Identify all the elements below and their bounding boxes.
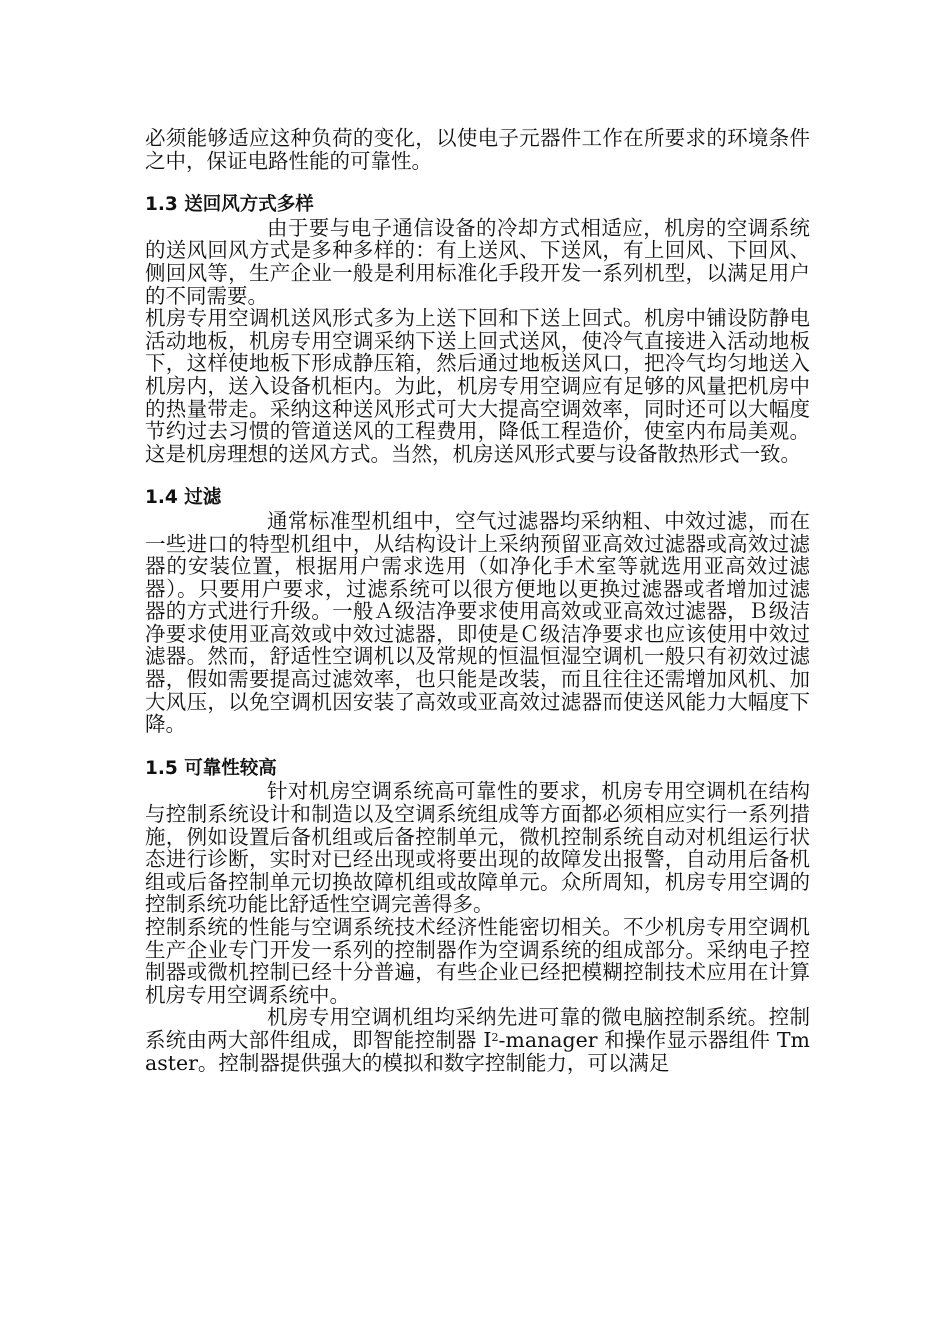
paragraph-3-text-start: 机房专用空调机组均采纳先进可靠的微电脑控制系统。控制系统由两大部件组成，即智能控制器 I — [145, 1005, 810, 1052]
document-body — [145, 127, 810, 1074]
section-gap — [145, 736, 810, 758]
paragraph-3-text-end: -manager 和操作显示器组件 Tmaster。控制器提供强大的模拟和数字控制能力，可以满足 — [145, 1027, 810, 1075]
section-1-4-paragraph-1: 通常标准型机组中，空气过滤器均采纳粗、中效过滤，而在一些进口的特型机组中，从结构设计上采纳预留亚高效过滤器或高效过滤器的安装位置，根据用户需求选用（如净化手术室等就选用亚高效过滤器）。只要用户要求，过滤系统可以很方便地以更换过滤器或者增加过滤器的方式进行升级。一般Ａ级洁净要求使用高效或亚高效过滤器，Ｂ级洁净要求使用亚高效或中效过滤器，即使是Ｃ级洁净要求也应该使用中效过滤器。然而，舒适性空调机以及常规的恒温恒湿空调机一般只有初效过滤器，假如需要提高过滤效率，也只能是改装，而且往往还需增加风机、加大风压，以免空调机因安装了高效或亚高效过滤器而使送风能力大幅度下降。 — [145, 508, 810, 737]
section-gap — [145, 172, 810, 194]
section-1-5-paragraph-1: 针对机房空调系统高可靠性的要求，机房专用空调机在结构与控制系统设计和制造以及空调系统组成等方面都必须相应实行一系列措施，例如设置后备机组或后备控制单元，微机控制系统自动对机组运行状态进行诊断，实时对已经出现或将要出现的故障发出报警，自动用后备机组或后备控制单元切换故障机组或故障单元。众所周知，机房专用空调的控制系统功能比舒适性空调完善得多。 — [145, 779, 810, 917]
superscript-2: 2 — [491, 1030, 499, 1044]
section-1-3-paragraph-1: 由于要与电子通信设备的冷却方式相适应，机房的空调系统的送风回风方式是多种多样的：有上送风、下送风，有上回风、下回风、侧回风等，生产企业一般是利用标准化手段开发一系列机型，以满足用户的不同需要。 — [145, 215, 810, 308]
section-1-3-paragraph-2: 机房专用空调机送风形式多为上送下回和下送上回式。机房中铺设防静电活动地板，机房专用空调采纳下送上回式送风，使冷气直接进入活动地板下，这样使地板下形成静压箱，然后通过地板送风口，把冷气均匀地送入机房内，送入设备机柜内。为此，机房专用空调应有足够的风量把机房中的热量带走。采纳这种送风形式可大大提高空调效率，同时还可以大幅度节约过去习惯的管道送风的工程费用，降低工程造价，使室内布局美观。这是机房理想的送风方式。当然，机房送风形式要与设备散热形式一致。 — [145, 306, 810, 466]
section-heading-1-3: 1.3 送回风方式多样 — [145, 194, 314, 216]
section-heading-1-4: 1.4 过滤 — [145, 487, 222, 509]
section-1-5-paragraph-3 — [145, 1006, 810, 1074]
section-heading-1-5: 1.5 可靠性较高 — [145, 757, 277, 779]
section-1-5-paragraph-2: 控制系统的性能与空调系统技术经济性能密切相关。不少机房专用空调机生产企业专门开发一系列的控制器作为空调系统的组成部分。采纳电子控制器或微机控制已经十分普遍，有些企业已经把模糊控制技术应用在计算机房专用空调系统中。 — [145, 915, 810, 1007]
section-gap — [145, 465, 810, 487]
intro-paragraph: 必须能够适应这种负荷的变化，以使电子元器件工作在所要求的环境条件之中，保证电路性能的可靠性。 — [145, 126, 810, 173]
